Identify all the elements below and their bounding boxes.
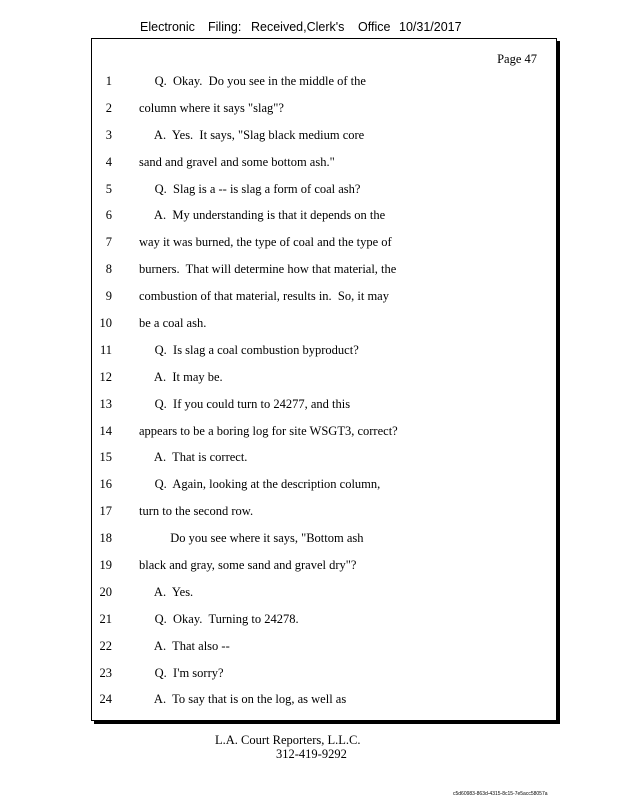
transcript-line (92, 288, 556, 315)
transcript-line (92, 396, 556, 423)
line-number: 5 (105, 181, 112, 196)
line-text: A. That is correct. (139, 450, 248, 465)
transcript-line (92, 423, 556, 450)
line-text: A. Yes. (139, 584, 194, 599)
line-number: 4 (105, 154, 112, 169)
line-number: 13 (99, 396, 112, 411)
line-text: Q. I'm sorry? (139, 665, 224, 680)
transcript-line (92, 369, 556, 396)
line-text: A. To say that is on the log, as well as (139, 692, 347, 707)
filing-stamp-filing: Filing: (208, 20, 242, 34)
line-text: column where it says "slag"? (139, 100, 284, 115)
transcript-line (92, 476, 556, 503)
line-text: Do you see where it says, "Bottom ash (139, 531, 364, 546)
court-reporter-phone: 312-419-9292 (276, 747, 347, 761)
document-id: c5d60983-863d-4315-8c15-7e5acc58057a (453, 791, 548, 797)
transcript-line (92, 261, 556, 288)
line-text: Q. If you could turn to 24277, and this (139, 396, 351, 411)
transcript-line (92, 127, 556, 154)
transcript-line (92, 557, 556, 584)
filing-stamp-date: 10/31/2017 (399, 20, 462, 34)
line-text: Q. Again, looking at the description column, (139, 477, 381, 492)
line-number: 6 (105, 208, 112, 223)
line-text: sand and gravel and some bottom ash." (139, 154, 335, 169)
line-number: 17 (99, 504, 112, 519)
line-number: 24 (99, 692, 112, 707)
transcript-line (92, 73, 556, 100)
line-number: 21 (99, 611, 112, 626)
line-text: Q. Okay. Turning to 24278. (139, 611, 299, 626)
filing-stamp-electronic: Electronic (140, 20, 195, 34)
transcript-line (92, 181, 556, 208)
line-text: appears to be a boring log for site WSGT3, correct? (139, 423, 398, 438)
line-text: Q. Okay. Do you see in the middle of the (139, 74, 366, 88)
line-text: turn to the second row. (139, 504, 254, 519)
line-number: 15 (99, 450, 112, 465)
filing-stamp-received: Received,Clerk's (251, 20, 345, 34)
line-number: 16 (99, 477, 112, 492)
line-number: 19 (99, 558, 112, 573)
line-number: 1 (105, 74, 112, 88)
transcript-line (92, 611, 556, 638)
line-number: 23 (99, 665, 112, 680)
line-text: A. It may be. (139, 369, 223, 384)
line-number: 11 (99, 342, 112, 357)
transcript-line (92, 449, 556, 476)
transcript-lines (92, 73, 556, 718)
line-number: 3 (105, 127, 112, 142)
line-text: combustion of that material, results in. So, it may (139, 289, 389, 304)
filing-stamp-office: Office (358, 20, 391, 34)
line-number: 8 (105, 262, 112, 277)
court-reporter-name: L.A. Court Reporters, L.L.C. (215, 733, 361, 747)
line-text: be a coal ash. (139, 316, 207, 331)
line-text: Q. Is slag a coal combustion byproduct? (139, 342, 359, 357)
line-number: 7 (105, 235, 112, 250)
transcript-line (92, 503, 556, 530)
transcript-line (92, 530, 556, 557)
transcript-line (92, 234, 556, 261)
line-text: way it was burned, the type of coal and the type of (139, 235, 392, 250)
line-text: A. That also -- (139, 638, 230, 653)
line-number: 12 (99, 369, 112, 384)
line-number: 9 (105, 289, 112, 304)
transcript-page-frame (91, 38, 557, 721)
line-number: 20 (99, 584, 112, 599)
line-number: 22 (99, 638, 112, 653)
transcript-line (92, 100, 556, 127)
transcript-line (92, 665, 556, 692)
transcript-line (92, 638, 556, 665)
line-text: burners. That will determine how that material, the (139, 262, 397, 277)
transcript-line (92, 584, 556, 611)
page-number: Page 47 (497, 52, 537, 66)
transcript-line (92, 207, 556, 234)
transcript-line (92, 691, 556, 718)
line-text: A. Yes. It says, "Slag black medium core (139, 127, 365, 142)
transcript-line (92, 154, 556, 181)
line-number: 14 (99, 423, 112, 438)
line-number: 18 (99, 531, 112, 546)
line-text: black and gray, some sand and gravel dry"? (139, 558, 357, 573)
line-number: 2 (105, 100, 112, 115)
transcript-line (92, 342, 556, 369)
line-number: 10 (99, 316, 112, 331)
transcript-line (92, 315, 556, 342)
line-text: A. My understanding is that it depends on the (139, 208, 386, 223)
line-text: Q. Slag is a -- is slag a form of coal ash? (139, 181, 361, 196)
